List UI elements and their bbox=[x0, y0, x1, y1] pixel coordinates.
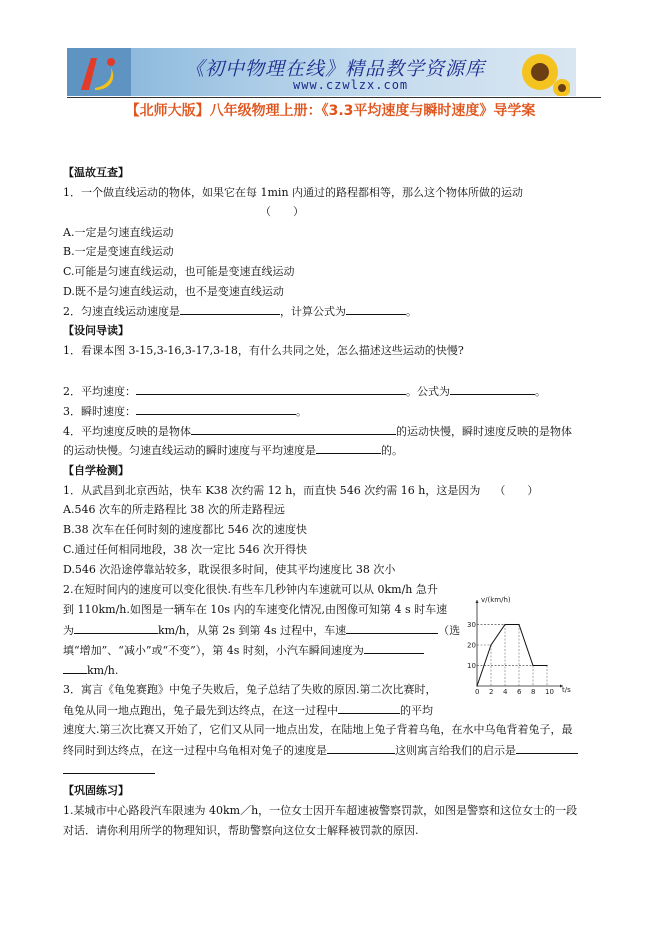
section-review: 【温故互查】 bbox=[63, 166, 129, 179]
review-q1-option-a: A.一定是匀速直线运动 bbox=[63, 226, 174, 239]
chart-point bbox=[476, 685, 477, 686]
answer-blank[interactable] bbox=[191, 424, 396, 435]
chart-point bbox=[490, 644, 491, 645]
self-test-q2-line4: 填“增加”、“减小”或“不变”），第 4s 时刻，小汽车瞬间速度为 bbox=[63, 643, 424, 658]
self-test-q1-option-a: A.546 次车的所走路程比 38 次的所走路程远 bbox=[63, 503, 285, 516]
answer-blank[interactable] bbox=[338, 703, 400, 714]
answer-blank[interactable] bbox=[74, 623, 158, 634]
self-test-q2-line1: 2.在短时间内的速度可以变化很快.有些车几秒钟内车速就可以从 0km/h 急升 bbox=[63, 583, 438, 596]
chart-y-axis-label: v/(km/h) bbox=[481, 596, 511, 604]
guide-q1: 1．看课本图 3-15,3-16,3-17,3-18，有什么共同之处，怎么描述这些运动的快慢? bbox=[63, 344, 464, 357]
answer-blank[interactable] bbox=[516, 743, 578, 754]
self-test-q1-option-d: D.546 次沿途停靠站较多，耽误很多时间，使其平均速度比 38 次小 bbox=[63, 563, 396, 576]
chart-x-tick-label: 10 bbox=[545, 688, 554, 696]
self-test-q3-line2: 龟兔从同一地点跑出，兔子最先到达终点，在这一过程中 的平均 bbox=[63, 704, 433, 717]
review-q1-option-c: C.可能是匀速直线运动，也可能是变速直线运动 bbox=[63, 265, 295, 278]
page-title: 【北师大版】八年级物理上册：《3.3平均速度与瞬时速度》导学案 bbox=[125, 103, 536, 119]
self-test-q2-line5: km/h. bbox=[63, 663, 118, 678]
chart-point bbox=[504, 624, 505, 625]
review-q1-answer-paren: （ ） bbox=[260, 205, 304, 218]
section-guide: 【设问导读】 bbox=[63, 324, 129, 337]
answer-blank[interactable] bbox=[346, 304, 406, 315]
answer-blank[interactable] bbox=[136, 404, 296, 415]
chart-x-tick-label: 4 bbox=[503, 688, 508, 696]
chart-point bbox=[546, 665, 547, 666]
header-rule bbox=[67, 97, 601, 98]
chart-point bbox=[532, 665, 533, 666]
banner-url: www.czwlzx.com bbox=[293, 78, 409, 92]
answer-blank[interactable] bbox=[364, 643, 424, 654]
chart-y-tick-label: 10 bbox=[467, 662, 476, 670]
guide-q4: 4．平均速度反映的是物体 的运动快慢，瞬时速度反映的是物体 bbox=[63, 425, 572, 438]
section-practice: 【巩固练习】 bbox=[63, 784, 129, 797]
practice-q1-line1: 1.某城市中心路段汽车限速为 40km／h，一位女士因开车超速被警察罚款，如图是警察和这位女士的一段 bbox=[63, 804, 578, 817]
guide-q2: 2．平均速度： 。公式为 。 bbox=[63, 385, 546, 398]
chart-x-tick-label: 6 bbox=[517, 688, 522, 696]
answer-blank[interactable] bbox=[63, 763, 155, 774]
answer-blank[interactable] bbox=[180, 304, 280, 315]
sunflower-icon bbox=[510, 50, 570, 96]
banner-title: 《初中物理在线》精品教学资源库 bbox=[185, 58, 486, 80]
answer-blank[interactable] bbox=[327, 743, 395, 754]
self-test-q3-line5 bbox=[63, 763, 155, 778]
practice-q1-line2: 对话．请你利用所学的物理知识，帮助警察向这位女士解释被罚款的原因. bbox=[63, 824, 419, 837]
guide-q4-continued: 的运动快慢。匀速直线运动的瞬时速度与平均速度是 的。 bbox=[63, 444, 403, 457]
review-q1-option-d: D.既不是匀速直线运动，也不是变速直线运动 bbox=[63, 285, 284, 298]
review-q1: 1．一个做直线运动的物体，如果它在每 1min 内通过的路程都相等，那么这个物体所做的运动 bbox=[63, 186, 524, 199]
site-logo-icon bbox=[67, 48, 131, 96]
chart-point bbox=[518, 624, 519, 625]
chart-y-tick-label: 30 bbox=[467, 621, 476, 629]
header-banner bbox=[67, 48, 576, 96]
guide-q3: 3．瞬时速度： 。 bbox=[63, 405, 307, 418]
chart-x-tick-label: 8 bbox=[531, 688, 536, 696]
self-test-q1-option-c: C.通过任何相同地段，38 次一定比 546 次开得快 bbox=[63, 543, 308, 556]
chart-series-line bbox=[477, 625, 547, 687]
self-test-q3-line3: 速度大.第三次比赛又开始了，它们又从同一地点出发，在陆地上兔子背着乌龟，在水中乌龟背着兔子，最 bbox=[63, 723, 573, 736]
answer-blank[interactable] bbox=[63, 663, 87, 674]
review-q2: 2．匀速直线运动速度是 ，计算公式为 。 bbox=[63, 305, 417, 318]
self-test-q2-line2: 到 110km/h.如图是一辆车在 10s 内的车速变化情况,由图像可知第 4 s 时车速 bbox=[63, 603, 448, 616]
chart-y-tick-label: 20 bbox=[467, 641, 476, 650]
self-test-q2-line3: 为 km/h，从第 2s 到第 4s 过程中，车速 （选 bbox=[63, 624, 461, 637]
self-test-q3-line1: 3．寓言《龟兔赛跑》中兔子失败后，兔子总结了失败的原因.第二次比赛时， bbox=[63, 683, 437, 696]
answer-blank[interactable] bbox=[346, 623, 438, 634]
chart-x-tick-label: 2 bbox=[489, 688, 494, 696]
answer-blank[interactable] bbox=[316, 443, 381, 454]
chart-ticks bbox=[467, 621, 554, 696]
section-self-test: 【自学检测】 bbox=[63, 464, 129, 477]
self-test-q1-option-b: B.38 次车在任何时刻的速度都比 546 次的速度快 bbox=[63, 523, 308, 536]
chart-x-axis-label: t/s bbox=[562, 686, 571, 694]
speed-time-chart bbox=[463, 594, 575, 698]
chart-y-arrow bbox=[476, 600, 479, 603]
self-test-q3-line4: 终同时到达终点，在这一过程中乌龟相对兔子的速度是 这则寓言给我们的启示是 bbox=[63, 743, 578, 758]
answer-blank[interactable] bbox=[450, 384, 535, 395]
review-q1-option-b: B.一定是变速直线运动 bbox=[63, 245, 174, 258]
chart-series bbox=[476, 624, 547, 687]
self-test-q1: 1．从武昌到北京西站，快车 K38 次约需 12 h，而直快 546 次约需 16 h，这是因为 （ ） bbox=[63, 484, 539, 497]
chart-x-tick-label: 0 bbox=[475, 688, 480, 696]
answer-blank[interactable] bbox=[136, 384, 406, 395]
